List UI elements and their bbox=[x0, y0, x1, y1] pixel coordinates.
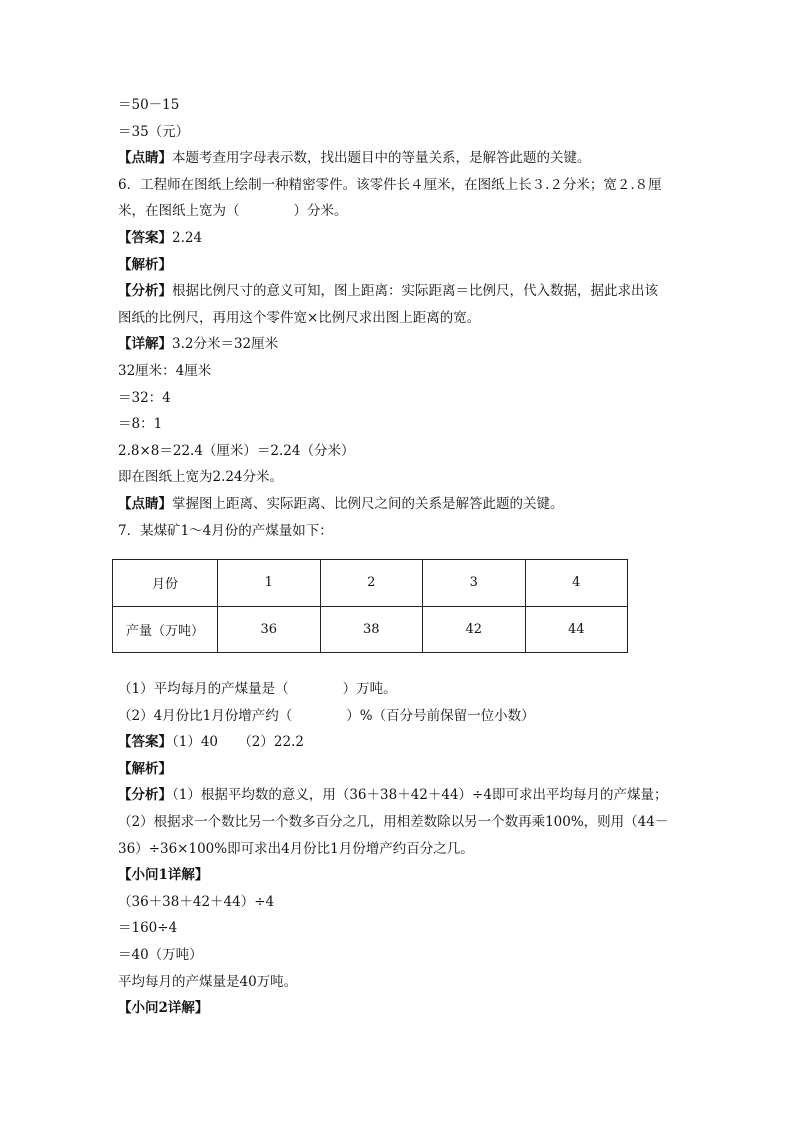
line-text: 3.2分米＝32厘米 bbox=[172, 336, 279, 353]
line-text: 6．工程师在图纸上绘制一种精密零件。该零件长４厘米，在图纸上长３.２分米；宽２.８厘 bbox=[118, 176, 662, 193]
line-text: ＝50－15 bbox=[118, 97, 180, 113]
row-label-month: 月份 bbox=[113, 560, 218, 607]
text-line bbox=[118, 889, 678, 916]
text-line bbox=[118, 809, 678, 836]
text-line bbox=[118, 782, 678, 809]
line-text: ＝40（万吨） bbox=[118, 946, 203, 963]
section-tag: 【分析】 bbox=[118, 283, 172, 300]
text-line bbox=[118, 305, 678, 332]
output-cell: 36 bbox=[218, 606, 321, 653]
text-line bbox=[118, 252, 678, 279]
text-line bbox=[118, 145, 678, 172]
section-tag: 【答案】 bbox=[118, 734, 172, 751]
row-label-output: 产量（万吨） bbox=[113, 606, 218, 653]
line-text: ＝160÷4 bbox=[118, 920, 178, 937]
text-line bbox=[118, 92, 678, 119]
line-text: 根据比例尺寸的意义可知，图上距离：实际距离＝比例尺，代入数据，据此求出该 bbox=[172, 283, 658, 300]
line-text: 2.8×8＝22.4（厘米）＝2.24（分米） bbox=[118, 442, 355, 459]
section-tag: 【小问2详解】 bbox=[118, 1000, 209, 1017]
text-line bbox=[118, 464, 678, 491]
content-top bbox=[118, 92, 678, 544]
line-text: 掌握图上距离、实际距离、比例尺之间的关系是解答此题的关键。 bbox=[172, 495, 564, 512]
line-text: 7．某煤矿1～4月份的产煤量如下： bbox=[118, 522, 333, 539]
section-tag: 【答案】 bbox=[118, 229, 172, 246]
text-line bbox=[118, 518, 678, 545]
month-cell: 2 bbox=[320, 560, 423, 607]
text-line bbox=[118, 438, 678, 465]
text-line bbox=[118, 836, 678, 863]
text-line bbox=[118, 278, 678, 305]
line-text: 36）÷36×100%即可求出4月份比1月份增产约百分之几。 bbox=[118, 840, 474, 857]
text-line bbox=[118, 995, 678, 1022]
text-line bbox=[118, 969, 678, 996]
text-line bbox=[118, 703, 678, 730]
line-text: ＝8：1 bbox=[118, 416, 163, 433]
text-line bbox=[118, 331, 678, 358]
section-tag: 【详解】 bbox=[118, 336, 172, 353]
section-tag: 【解析】 bbox=[118, 256, 172, 273]
month-cell: 4 bbox=[525, 560, 628, 607]
line-text: 32厘米：4厘米 bbox=[118, 362, 212, 379]
line-text: （2）4月份比1月份增产约（ ）%（百分号前保留一位小数） bbox=[118, 707, 535, 724]
text-line bbox=[118, 862, 678, 889]
output-cell: 38 bbox=[320, 606, 423, 653]
output-cell: 42 bbox=[423, 606, 526, 653]
section-tag: 【点睛】 bbox=[118, 495, 172, 512]
content-bottom bbox=[118, 676, 678, 1022]
text-line bbox=[118, 915, 678, 942]
section-tag: 【点睛】 bbox=[118, 150, 172, 167]
section-tag: 【分析】 bbox=[118, 787, 172, 804]
line-text: （36＋38＋42＋44）÷4 bbox=[118, 893, 275, 910]
line-text: （1）平均每月的产煤量是（ ）万吨。 bbox=[118, 681, 397, 697]
table-row bbox=[113, 606, 628, 653]
output-cell: 44 bbox=[525, 606, 628, 653]
section-tag: 【小问1详解】 bbox=[118, 867, 209, 884]
text-line bbox=[118, 198, 678, 225]
text-line bbox=[118, 411, 678, 438]
text-line bbox=[118, 225, 678, 252]
text-line bbox=[118, 729, 678, 756]
line-text: （1）40 （2）22.2 bbox=[172, 734, 304, 751]
line-text: ＝35（元） bbox=[118, 123, 190, 140]
month-cell: 3 bbox=[423, 560, 526, 607]
line-text: 本题考查用字母表示数，找出题目中的等量关系，是解答此题的关键。 bbox=[172, 150, 591, 167]
text-line bbox=[118, 756, 678, 783]
text-line bbox=[118, 942, 678, 969]
text-line bbox=[118, 172, 678, 199]
line-text: 图纸的比例尺，再用这个零件宽×比例尺求出图上距离的宽。 bbox=[118, 309, 481, 326]
line-text: 即在图纸上宽为2.24分米。 bbox=[118, 469, 284, 486]
line-text: 平均每月的产煤量是40万吨。 bbox=[118, 973, 298, 990]
line-text: （2）根据求一个数比另一个数多百分之几，用相差数除以另一个数再乘100%，则用（44－ bbox=[118, 813, 669, 830]
month-cell: 1 bbox=[218, 560, 321, 607]
text-line bbox=[118, 385, 678, 412]
coal-output-table bbox=[112, 559, 628, 653]
line-text: ＝32：4 bbox=[118, 389, 171, 406]
table-row bbox=[113, 560, 628, 607]
text-line bbox=[118, 119, 678, 146]
text-line bbox=[118, 676, 678, 703]
text-line bbox=[118, 358, 678, 385]
line-text: 2.24 bbox=[172, 229, 203, 246]
line-text: 米，在图纸上宽为（ ）分米。 bbox=[118, 203, 348, 220]
text-line bbox=[118, 491, 678, 518]
line-text: （1）根据平均数的意义，用（36＋38＋42＋44）÷4即可求出平均每月的产煤量； bbox=[172, 787, 668, 804]
section-tag: 【解析】 bbox=[118, 760, 172, 777]
